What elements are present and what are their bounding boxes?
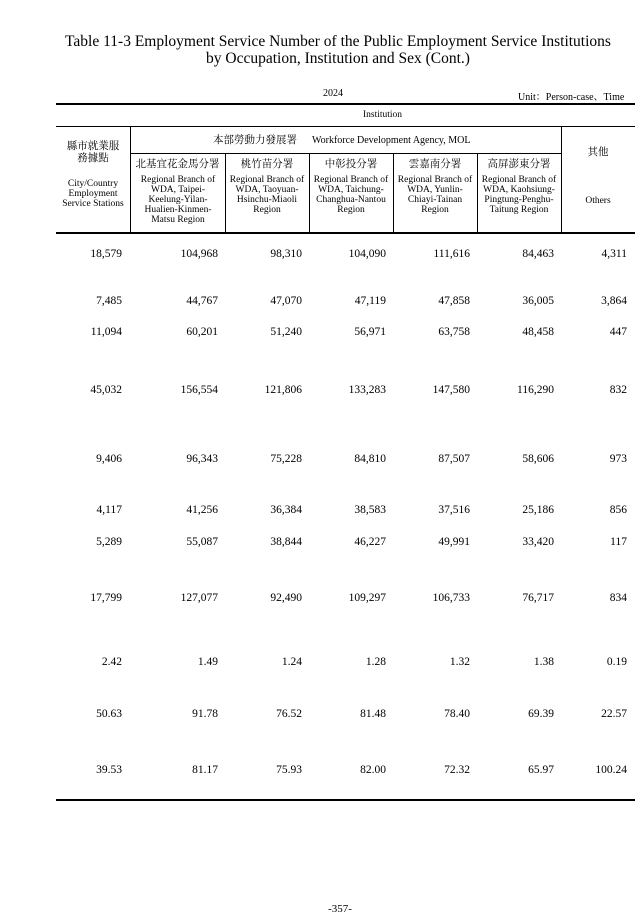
cell-branch: 47,070 bbox=[270, 295, 302, 307]
cell-branch: 147,580 bbox=[432, 384, 470, 396]
table-row bbox=[0, 655, 640, 669]
cell-branch: 133,283 bbox=[348, 384, 386, 396]
city-header-en: City/Country Employment Service Stations bbox=[62, 179, 124, 209]
cell-city: 50.63 bbox=[96, 708, 122, 720]
top-rule bbox=[56, 103, 635, 105]
cell-branch: 91.78 bbox=[192, 708, 218, 720]
cell-others: 834 bbox=[609, 592, 627, 604]
cell-branch: 76.52 bbox=[276, 708, 302, 720]
cell-branch: 46,227 bbox=[354, 536, 386, 548]
cell-city: 4,117 bbox=[96, 504, 122, 516]
cell-branch: 37,516 bbox=[438, 504, 470, 516]
institution-header: Institution bbox=[362, 110, 403, 120]
cell-branch: 65.97 bbox=[528, 764, 554, 776]
city-header-zh: 縣市就業服務據點 bbox=[66, 140, 120, 164]
cell-branch: 104,968 bbox=[180, 248, 218, 260]
branch-header-zh: 中彰投分署 bbox=[324, 158, 378, 170]
cell-branch: 116,290 bbox=[517, 384, 554, 396]
cell-branch: 51,240 bbox=[270, 326, 302, 338]
cell-branch: 106,733 bbox=[432, 592, 470, 604]
wda-divider bbox=[130, 153, 561, 154]
cell-others: 22.57 bbox=[601, 708, 627, 720]
cell-branch: 92,490 bbox=[270, 592, 302, 604]
cell-branch: 1.24 bbox=[281, 656, 302, 668]
year-label: 2024 bbox=[323, 88, 343, 99]
cell-branch: 75,228 bbox=[270, 453, 302, 465]
cell-city: 7,485 bbox=[96, 295, 122, 307]
cell-others: 447 bbox=[609, 326, 627, 338]
branch-header-zh: 桃竹苗分署 bbox=[240, 158, 294, 170]
branch-header-en: Regional Branch of WDA, Taipei-Keelung-Yilan-Hualien-Kinmen-Matsu Region bbox=[140, 175, 216, 225]
cell-city: 9,406 bbox=[96, 453, 122, 465]
cell-branch: 84,463 bbox=[522, 248, 554, 260]
branch-header-en: Regional Branch of WDA, Taichung-Changhua-Nantou Region bbox=[313, 175, 389, 215]
header-divider bbox=[561, 126, 562, 233]
cell-branch: 72.32 bbox=[444, 764, 470, 776]
cell-branch: 44,767 bbox=[186, 295, 218, 307]
cell-branch: 82.00 bbox=[360, 764, 386, 776]
table-row bbox=[0, 325, 640, 339]
cell-city: 18,579 bbox=[90, 248, 122, 260]
cell-branch: 111,616 bbox=[433, 248, 470, 260]
cell-branch: 1.38 bbox=[533, 656, 554, 668]
cell-branch: 87,507 bbox=[438, 453, 470, 465]
wda-header-en: Workforce Development Agency, MOL bbox=[312, 135, 471, 146]
cell-others: 117 bbox=[610, 536, 627, 548]
bottom-rule bbox=[56, 799, 635, 801]
table-row bbox=[0, 503, 640, 517]
cell-branch: 47,119 bbox=[354, 295, 386, 307]
cell-branch: 25,186 bbox=[522, 504, 554, 516]
title-line-2: by Occupation, Institution and Sex (Cont.) bbox=[206, 50, 470, 67]
table-row bbox=[0, 452, 640, 466]
cell-branch: 96,343 bbox=[186, 453, 218, 465]
cell-branch: 41,256 bbox=[186, 504, 218, 516]
cell-branch: 48,458 bbox=[522, 326, 554, 338]
branch-header-zh: 北基宜花金馬分署 bbox=[135, 158, 220, 170]
cell-branch: 58,606 bbox=[522, 453, 554, 465]
cell-branch: 49,991 bbox=[438, 536, 470, 548]
cell-city: 17,799 bbox=[90, 592, 122, 604]
cell-city: 2.42 bbox=[101, 656, 122, 668]
branch-header-en: Regional Branch of WDA, Yunlin-Chiayi-Tainan Region bbox=[397, 175, 473, 215]
cell-branch: 156,554 bbox=[180, 384, 218, 396]
header-bottom-rule bbox=[56, 232, 635, 234]
cell-city: 5,289 bbox=[96, 536, 122, 548]
others-header-en: Others bbox=[585, 196, 611, 206]
unit-label: Unit：Person-case、Time bbox=[518, 92, 625, 103]
cell-branch: 78.40 bbox=[444, 708, 470, 720]
cell-branch: 75.93 bbox=[276, 764, 302, 776]
cell-others: 856 bbox=[609, 504, 627, 516]
branch-header-en: Regional Branch of WDA, Kaohsiung-Pingtung-Penghu-Taitung Region bbox=[481, 175, 557, 215]
table-row bbox=[0, 763, 640, 777]
cell-others: 973 bbox=[609, 453, 627, 465]
table-row bbox=[0, 535, 640, 549]
cell-branch: 36,005 bbox=[522, 295, 554, 307]
cell-branch: 69.39 bbox=[528, 708, 554, 720]
cell-branch: 63,758 bbox=[438, 326, 470, 338]
cell-others: 100.24 bbox=[595, 764, 627, 776]
cell-branch: 1.32 bbox=[449, 656, 470, 668]
cell-branch: 1.49 bbox=[197, 656, 218, 668]
wda-header-zh: 本部勞動力發展署 bbox=[213, 134, 297, 146]
cell-branch: 55,087 bbox=[186, 536, 218, 548]
branch-header-en: Regional Branch of WDA, Taoyuan-Hsinchu-Miaoli Region bbox=[229, 175, 305, 215]
cell-branch: 81.48 bbox=[360, 708, 386, 720]
cell-branch: 36,384 bbox=[270, 504, 302, 516]
cell-others: 0.19 bbox=[606, 656, 627, 668]
cell-branch: 56,971 bbox=[354, 326, 386, 338]
cell-branch: 76,717 bbox=[522, 592, 554, 604]
branch-header-zh: 高屏澎東分署 bbox=[487, 158, 551, 170]
cell-city: 45,032 bbox=[90, 384, 122, 396]
table-row bbox=[0, 591, 640, 605]
page-number: -357- bbox=[328, 903, 352, 915]
cell-branch: 38,583 bbox=[354, 504, 386, 516]
cell-branch: 47,858 bbox=[438, 295, 470, 307]
cell-branch: 1.28 bbox=[365, 656, 386, 668]
cell-others: 4,311 bbox=[601, 248, 627, 260]
cell-branch: 81.17 bbox=[192, 764, 218, 776]
table-row bbox=[0, 294, 640, 308]
cell-city: 11,094 bbox=[90, 326, 122, 338]
cell-branch: 109,297 bbox=[348, 592, 386, 604]
cell-others: 3,864 bbox=[601, 295, 627, 307]
cell-branch: 104,090 bbox=[348, 248, 386, 260]
others-header-zh: 其他 bbox=[587, 146, 609, 158]
branch-header-zh: 雲嘉南分署 bbox=[408, 158, 462, 170]
cell-branch: 38,844 bbox=[270, 536, 302, 548]
cell-city: 39.53 bbox=[96, 764, 122, 776]
cell-others: 832 bbox=[609, 384, 627, 396]
table-row bbox=[0, 383, 640, 397]
cell-branch: 127,077 bbox=[180, 592, 218, 604]
table-title bbox=[0, 33, 640, 67]
table-row bbox=[0, 707, 640, 721]
cell-branch: 121,806 bbox=[264, 384, 302, 396]
institution-divider bbox=[56, 126, 635, 127]
cell-branch: 98,310 bbox=[270, 248, 302, 260]
table-row bbox=[0, 247, 640, 261]
title-line-1: Table 11-3 Employment Service Number of the Public Employment Service Institutions bbox=[65, 33, 611, 50]
cell-branch: 84,810 bbox=[354, 453, 386, 465]
cell-branch: 60,201 bbox=[186, 326, 218, 338]
header-divider bbox=[130, 126, 131, 233]
cell-branch: 33,420 bbox=[522, 536, 554, 548]
